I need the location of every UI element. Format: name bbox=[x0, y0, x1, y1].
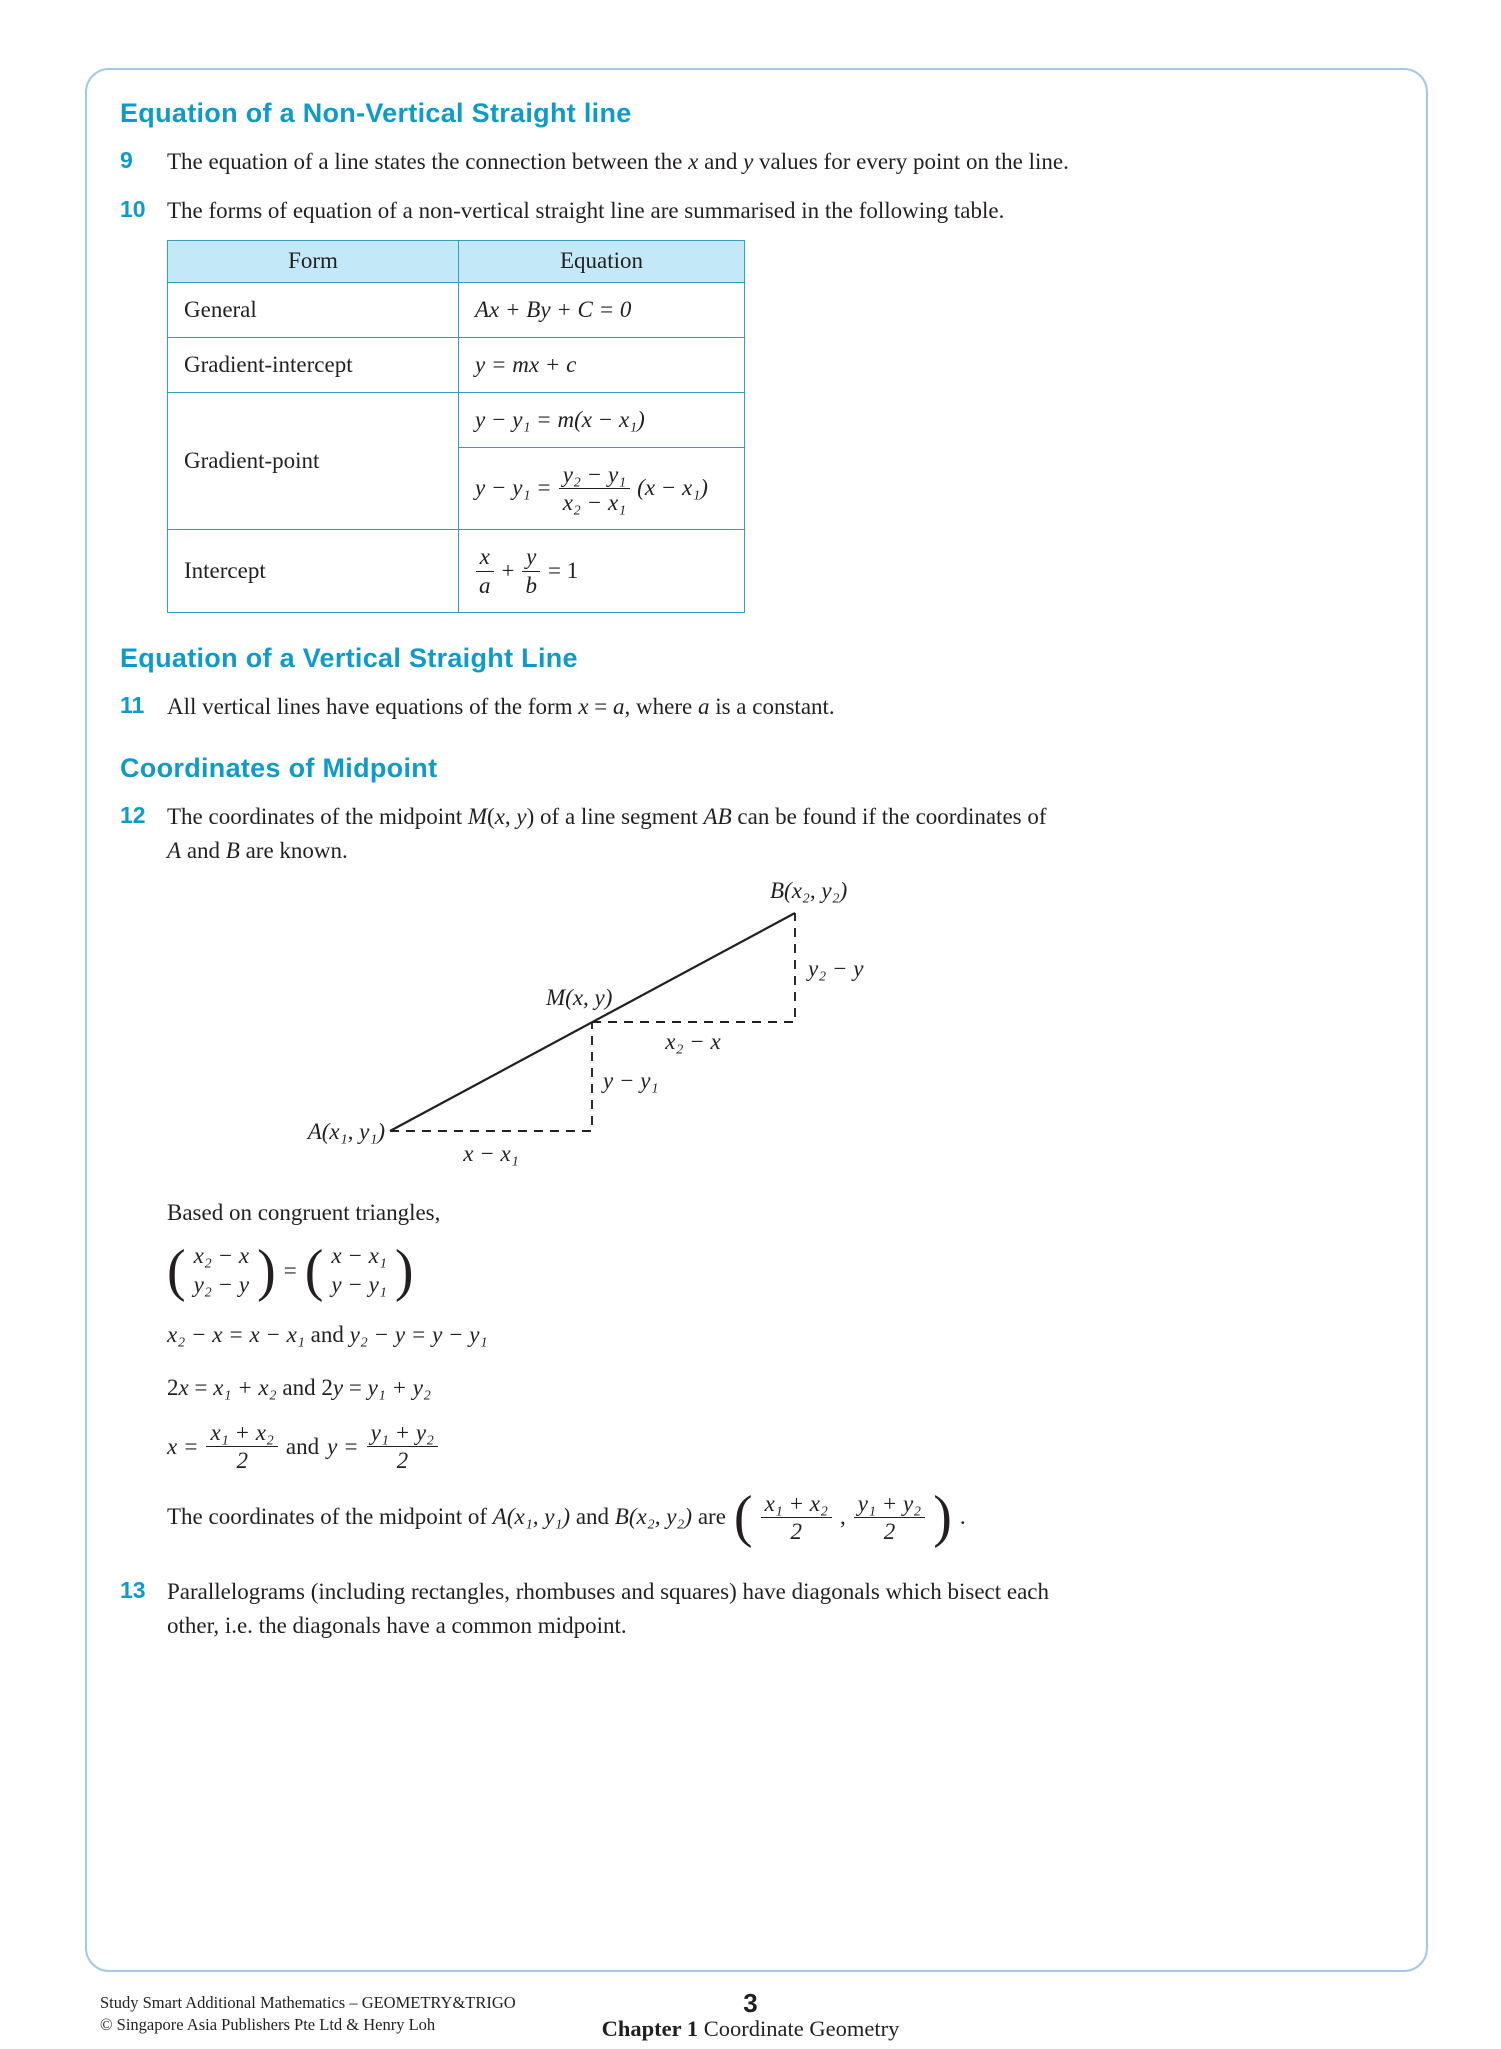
midpoint-conclusion bbox=[167, 1485, 1406, 1550]
item-10 bbox=[120, 194, 1406, 227]
intercept-fraction-x-a: $\frac{x}{a}$ bbox=[475, 544, 495, 598]
heading-vertical-line: Equation of a Vertical Straight Line bbox=[120, 642, 578, 673]
fraction-x1-x2-over-2: $\frac{\text{x₁ + x₂}}{2}$ bbox=[206, 1420, 277, 1474]
intercept-plus: + bbox=[501, 558, 515, 584]
item-11-text: All vertical lines have equations of the form x = a, where a is a constant. bbox=[167, 693, 835, 719]
item-9 bbox=[120, 145, 1406, 178]
item-11-number: 11 bbox=[120, 691, 145, 718]
item-13-number: 13 bbox=[120, 1577, 146, 1604]
item-12 bbox=[120, 800, 1406, 867]
form-cell-intercept: Intercept bbox=[168, 530, 459, 613]
open-paren: ( bbox=[167, 1238, 186, 1303]
chapter-footer bbox=[0, 2016, 1501, 2042]
item-9-text: The equation of a line states the connection between the x and y values for every point on the line. bbox=[167, 149, 1069, 174]
distance-y2-y-label: y₂ − y bbox=[808, 955, 864, 981]
form-cell-gradient-point: Gradient-point bbox=[168, 392, 459, 530]
vector-left: x₂ − x y₂ − y bbox=[193, 1242, 250, 1297]
distance-x-x1-label: x − x₁ bbox=[463, 1140, 519, 1166]
equation-cell-gradient-intercept: y = mx + c bbox=[459, 337, 745, 392]
equals-sign: = bbox=[283, 1257, 297, 1283]
table-row-gradient-intercept bbox=[168, 337, 745, 392]
point-a-label: A(x₁, y₁) bbox=[307, 1118, 385, 1144]
derivation-line-2: 2x = x₁ + x₂ and 2y = y₁ + y₂ bbox=[167, 1374, 431, 1400]
fraction-y1-y2-over-2: $\frac{\text{y₁ + y₂}}{2}$ bbox=[367, 1420, 438, 1474]
heading-coordinates-midpoint: Coordinates of Midpoint bbox=[120, 753, 438, 784]
item-12-text: The coordinates of the midpoint M(x, y) of a line segment AB can be found if the coordinates of A and B are known. bbox=[167, 804, 1047, 863]
close-paren: ) bbox=[933, 1485, 952, 1550]
equation-forms-table bbox=[167, 240, 745, 613]
equation-cell-intercept bbox=[459, 530, 745, 613]
point-m-label: M(x, y) bbox=[546, 984, 613, 1010]
distance-y-y1-label: y − y₁ bbox=[603, 1067, 659, 1093]
equation-cell-general: Ax + By + C = 0 bbox=[459, 282, 745, 337]
conclusion-fraction-x: $\frac{\text{x₁ + x₂}}{2}$ bbox=[761, 1491, 832, 1545]
midpoint-diagram-svg bbox=[280, 873, 1040, 1173]
close-paren: ) bbox=[257, 1238, 276, 1303]
vector-equation bbox=[167, 1238, 1406, 1303]
table-row-general bbox=[168, 282, 745, 337]
conclusion-fraction-y: $\frac{\text{y₁ + y₂}}{2}$ bbox=[854, 1491, 925, 1545]
imprint-line-1: Study Smart Additional Mathematics – GEOMETRY&TRIGO bbox=[100, 1993, 516, 2012]
y-equals: y = bbox=[327, 1433, 359, 1459]
x-equals: x = bbox=[167, 1433, 199, 1459]
gp2-lhs: y − y₁ = bbox=[475, 475, 552, 501]
table-header-form: Form bbox=[168, 240, 459, 282]
form-cell-general: General bbox=[168, 282, 459, 337]
gp2-rhs: (x − x₁) bbox=[637, 475, 708, 501]
item-9-number: 9 bbox=[120, 147, 133, 173]
item-12-number: 12 bbox=[120, 802, 146, 829]
content-frame bbox=[85, 68, 1428, 1972]
midpoint-diagram bbox=[280, 873, 1406, 1178]
chapter-label: Chapter 1 bbox=[601, 2016, 699, 2041]
item-11 bbox=[120, 690, 1406, 723]
derivation-line-1: x₂ − x = x − x₁ and y₂ − y = y − y₁ bbox=[167, 1322, 488, 1348]
intercept-rhs: = 1 bbox=[547, 558, 579, 584]
form-cell-gradient-intercept: Gradient-intercept bbox=[168, 337, 459, 392]
comma: , bbox=[840, 1504, 846, 1530]
page-number: 3 bbox=[743, 1988, 758, 2018]
chapter-title: Coordinate Geometry bbox=[703, 2016, 900, 2041]
item-10-text: The forms of equation of a non-vertical straight line are summarised in the following table. bbox=[167, 198, 1005, 224]
conclusion-lead: The coordinates of the midpoint of A(x₁, y₁) and B(x₂, y₂) are bbox=[167, 1504, 726, 1530]
table-header-equation: Equation bbox=[459, 240, 745, 282]
gp2-fraction: $\frac{\text{y₂ − y₁}}{\text{x₂ − x₁}}$ bbox=[559, 462, 630, 516]
derivation-line-3 bbox=[167, 1420, 1406, 1474]
table-row-intercept bbox=[168, 530, 745, 613]
item-10-number: 10 bbox=[120, 196, 146, 223]
vector-right: x − x₁ y − y₁ bbox=[331, 1242, 387, 1297]
imprint-line-2: © Singapore Asia Publishers Pte Ltd & Henry Loh bbox=[100, 2015, 436, 2035]
based-on-congruent-triangles: Based on congruent triangles, bbox=[167, 1199, 441, 1225]
close-paren: ) bbox=[394, 1238, 414, 1303]
intercept-fraction-y-b: $\frac{y}{b}$ bbox=[521, 544, 541, 598]
item-13 bbox=[120, 1575, 1406, 1642]
and-word: and bbox=[285, 1433, 320, 1459]
open-paren: ( bbox=[733, 1485, 753, 1550]
point-b-label: B(x₂, y₂) bbox=[770, 877, 848, 903]
table-row-gradient-point-1 bbox=[168, 392, 745, 447]
distance-x2-x-label: x₂ − x bbox=[665, 1028, 721, 1054]
open-paren: ( bbox=[304, 1238, 324, 1303]
period: . bbox=[959, 1504, 966, 1530]
item-13-text: Parallelograms (including rectangles, rhombuses and squares) have diagonals which bisect each other, i.e. the diagonals have a common midpoint. bbox=[167, 1579, 1050, 1638]
equation-cell-gradient-point-2 bbox=[459, 447, 745, 530]
equation-cell-gradient-point-1: y − y₁ = m(x − x₁) bbox=[459, 392, 745, 447]
heading-non-vertical-line: Equation of a Non-Vertical Straight line bbox=[120, 98, 632, 128]
